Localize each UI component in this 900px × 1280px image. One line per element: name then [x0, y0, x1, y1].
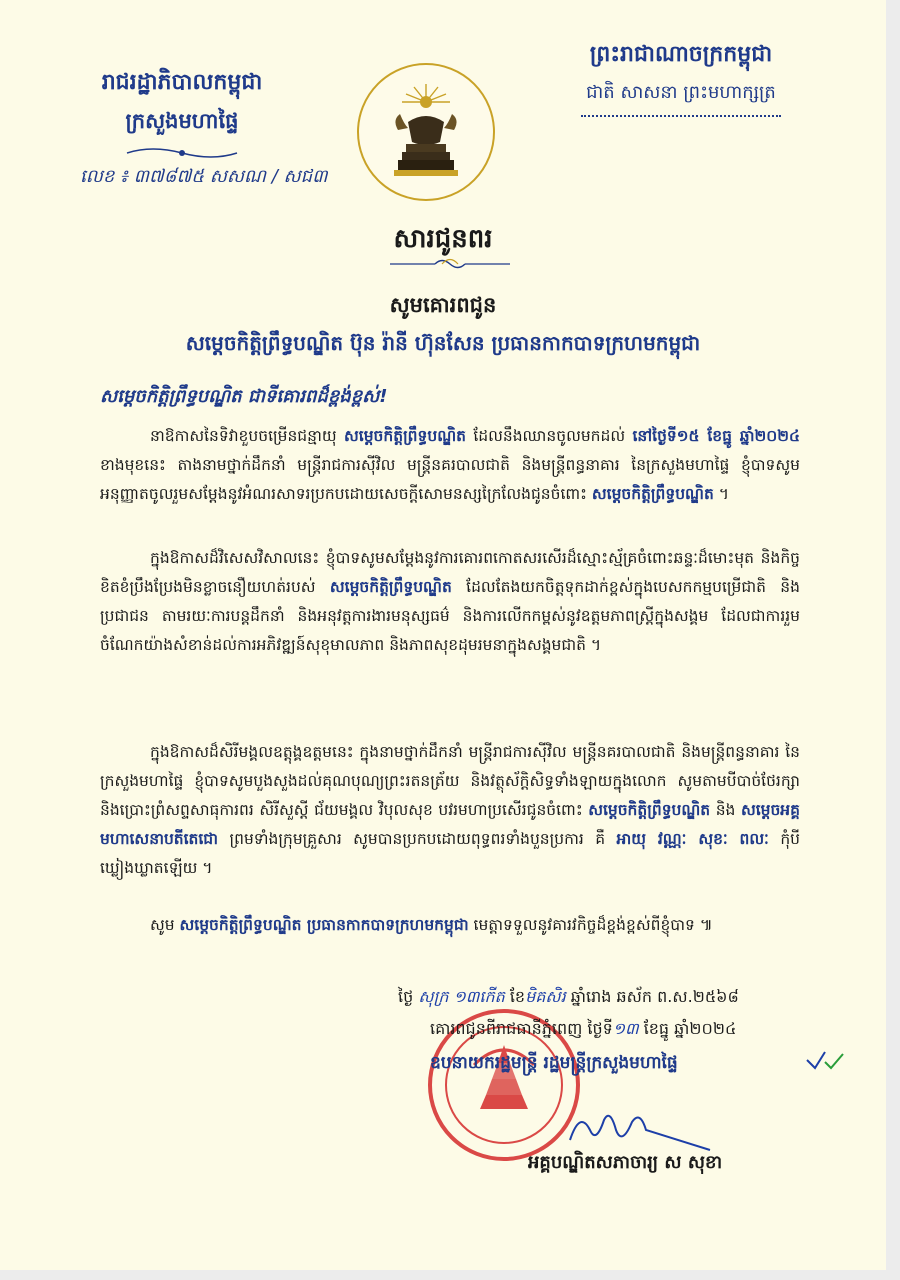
reference-number: លេខ ៖ ៣៧៨៧៥ សសណ / សជ៣: [80, 166, 328, 187]
text: ព្រមទាំងក្រុមគ្រួសារ សូមបានប្រកបដោយពុទ្ធពរទាំងបួនប្រការ គឺ: [218, 830, 617, 848]
text: ដែលតែងយកចិត្តទុកដាក់ខ្ពស់ក្នុងបេសកកម្មបម្រើជាតិ និងប្រជាជន តាមរយៈការបន្តដឹកនាំ និងអនុវត្តការងារមនុស្សធម៌ និងការលើកកម្ពស់នូវឧត្តមភាពស្ត្រីក្នុងសង្គម ដែលជាការរួមចំណែកយ៉ាងសំខាន់ដល់ការអភិវឌ្ឍន៍សុខុមាលភាព និងភាពសុខដុមរមនាក្នុងសង្គមជាតិ ។: [100, 578, 800, 654]
government-name: រាជរដ្ឋាភិបាលកម្ពុជា: [101, 70, 263, 95]
honorific: សម្តេចកិត្តិព្រឹទ្ធបណ្ឌិត: [329, 578, 452, 596]
text: កុំបីឃ្លៀងឃ្លាតឡើយ ។: [100, 830, 800, 877]
text: ខែ: [509, 987, 526, 1006]
text: និង: [710, 801, 741, 819]
text: ក្នុងឱកាសដ៏សិរីមង្គលឧត្តុង្គឧត្តមនេះ ក្នុងនាមថ្នាក់ដឹកនាំ មន្ត្រីរាជការស៊ីវិល មន្ត្រីនគរបាលជាតិ និងមន្ត្រីពន្ធនាគារ នៃក្រសួងមហាផ្ទៃ ខ្ញុំបាទសូមបួងសួងដល់គុណបុណ្យព្រះរតនត្រ័យ និងវត្ថុស័ក្តិសិទ្ធទាំងឡាយក្នុងលោក សូមតាមបីបាច់ថែរក្សា និងប្រោះព្រំសព្ទសាធុការពរ សិរីសួស្តី ជ័យមង្គល វិបុលសុខ បវរមហាប្រសើរជូនចំពោះ: [100, 743, 800, 819]
text: នាឱកាសនៃទិវាខួបចម្រើនជន្មាយុ: [150, 427, 345, 445]
honorific: សម្តេចកិត្តិព្រឹទ្ធបណ្ឌិត: [591, 485, 714, 503]
signer-name: អគ្គបណ្ឌិតសភាចារ្យ ស សុខា: [528, 1152, 723, 1173]
text: ខាងមុខនេះ តាងនាមថ្នាក់ដឹកនាំ មន្ត្រីរាជការស៊ីវិល មន្ត្រីនគរបាលជាតិ និងមន្ត្រីពន្ធនាគារ នៃក្រសួងមហាផ្ទៃ ខ្ញុំបាទសូមអនុញ្ញាតចូលរួមសម្តែងនូវអំណរសាទរប្រកបដោយសេចក្តីសោមនស្សក្រៃលែងជូនចំពោះ: [100, 456, 800, 503]
kingdom-header: [536, 40, 826, 117]
addressee-intro: សូមគោរពជូន: [389, 293, 497, 317]
ministry-name: ក្រសួងមហាផ្ទៃ: [125, 109, 239, 133]
four-blessings: អាយុ វណ្ណៈ សុខៈ ពលៈ: [616, 830, 769, 848]
title-ornament-icon: [380, 256, 520, 275]
paragraph-4: [100, 911, 800, 940]
text: ក្នុងឱកាសដ៏វិសេសវិសាលនេះ ខ្ញុំបាទសូមសម្តែងនូវការគោរពកោតសរសើរដ៏ស្មោះស្ម័គ្រចំពោះឆន្ទៈដ៏មោះមុត និងកិច្ចខិតខំប្រឹងប្រែងមិនខ្លាចនឿយហត់របស់: [100, 549, 800, 596]
handwritten-lunar-number: ១៣កើត: [453, 987, 505, 1006]
checkmark-icon: [805, 1048, 845, 1074]
motto-divider: [581, 115, 781, 117]
paragraph-2: [100, 544, 800, 660]
kingdom-name: ព្រះរាជាណាចក្រកម្ពុជា: [589, 42, 773, 67]
honorific: សម្តេចអគ្គមហាសេនាបតីតេជោ: [100, 801, 800, 848]
handwritten-month: មិគសិរ: [525, 987, 566, 1006]
honorific: សម្តេចកិត្តិព្រឹទ្ធបណ្ឌិត ប្រធានកាកបាទក្រហមកម្ពុជា: [179, 916, 469, 934]
text: ។: [713, 485, 729, 503]
text: ដែលនឹងឈានចូលមកដល់: [465, 427, 633, 445]
honorific: សម្តេចកិត្តិព្រឹទ្ធបណ្ឌិត: [588, 801, 711, 819]
birthday-date: នៅថ្ងៃទី១៥ ខែធ្នូ ឆ្នាំ២០២៤: [632, 427, 800, 445]
ornament-icon: [52, 145, 312, 165]
handwritten-day: សុក្រ: [418, 987, 449, 1006]
text: គោរពជូនពីរាជធានីភ្នំពេញ ថ្ងៃទី: [430, 1019, 613, 1038]
ministry-emblem: [357, 63, 495, 201]
text: ឆ្នាំរោង ឆស័ក ព.ស.២៥៦៨: [570, 987, 739, 1006]
lunar-date: [398, 986, 739, 1010]
national-motto: ជាតិ សាសនា ព្រះមហាក្សត្រ: [586, 82, 776, 103]
text: ខែធ្នូ ឆ្នាំ២០២៤: [638, 1019, 737, 1038]
salutation: សម្តេចកិត្តិព្រឹទ្ធបណ្ឌិត ជាទីគោរពដ៏ខ្ពង់ខ្ពស់!: [100, 386, 388, 407]
government-header: [52, 68, 312, 165]
addressee: សម្តេចកិត្តិព្រឹទ្ធបណ្ឌិត ប៊ុន រ៉ានី ហ៊ុនសែន ប្រធានកាកបាទក្រហមកម្ពុជា: [185, 331, 701, 355]
text: ថ្ងៃ: [398, 987, 414, 1006]
paragraph-1: [100, 422, 800, 509]
letter-title: សារជូនពរ: [393, 224, 493, 254]
honorific: សម្តេចកិត្តិព្រឹទ្ធបណ្ឌិត: [344, 427, 466, 445]
solar-date: [430, 1018, 736, 1042]
handwritten-solar-day: ១៣: [612, 1019, 639, 1038]
signer-title: ឧបនាយករដ្ឋមន្ត្រី រដ្ឋមន្ត្រីក្រសួងមហាផ្ទៃ: [430, 1053, 678, 1073]
text: មេត្តាទទួលនូវគារវកិច្ចដ៏ខ្ពង់ខ្ពស់ពីខ្ញុំបាទ ៕: [468, 916, 713, 934]
text: សូម: [150, 916, 180, 934]
emblem-icon: [378, 80, 474, 184]
paragraph-3: [100, 738, 800, 883]
